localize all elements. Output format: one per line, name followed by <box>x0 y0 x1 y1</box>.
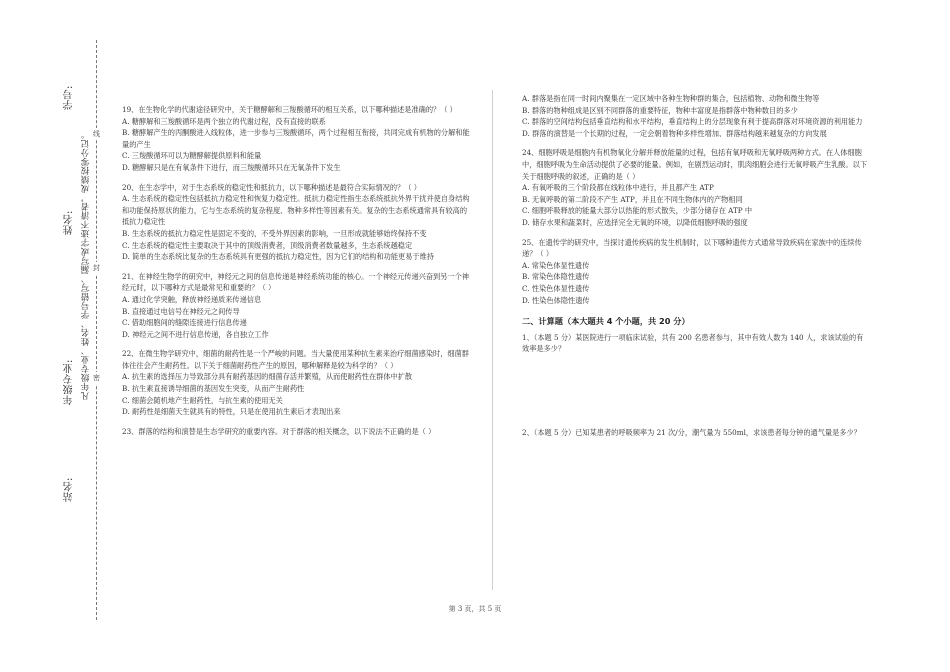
page-footer: 第 3 页，共 5 页 <box>448 605 502 613</box>
option-b: B. 糖酵解产生的丙酮酸进入线粒体，进一步参与三羧酸循环，两个过程相互衔接，共同完成有机物的分解和能量的产生 <box>122 128 470 149</box>
option-d: D. 简单的生态系统比复杂的生态系统具有更强的抵抗力稳定性，因为它们的结构和功能更易于维持 <box>122 252 434 262</box>
student-id-label: 学号: <box>64 85 75 110</box>
option-c: C. 细胞呼吸释放的能量大部分以热能的形式散失，少部分储存在 ATP 中 <box>522 206 753 216</box>
option-c: C. 细菌会随机地产生耐药性，与抗生素的使用无关 <box>122 395 283 405</box>
binding-notice: 凡年级专业、姓名、学号错写、漏写或字迹不清者，成绩按零分记。 <box>81 130 91 400</box>
option-b: B. 生态系统的抵抗力稳定性是固定不变的，不受外界因素的影响，一旦形成就能够始终保持不变 <box>122 228 427 238</box>
right-column <box>522 93 867 446</box>
calc-question-2: 2、（本题 5 分）已知某患者的呼吸频率为 21 次/分，潮气量为 550ml，求该患者每分钟的通气量是多少？ <box>522 427 861 437</box>
question-stem: 19、在生物化学的代谢途径研究中，关于糖酵解和三羧酸循环的相互关系，以下哪种描述是准确的？（ ） <box>122 105 457 114</box>
option-b: B. 常染色体隐性遗传 <box>522 272 590 282</box>
option-c: C. 借助细胞间的缝隙连接进行信息传递 <box>122 318 247 328</box>
question-20 <box>122 182 470 263</box>
option-a: A. 糖酵解和三羧酸循环是两个独立的代谢过程，没有直接的联系 <box>122 116 326 126</box>
option-b: B. 抗生素直接诱导细菌的基因发生突变，从而产生耐药性 <box>122 384 305 394</box>
grade-major-label: 年级专业: <box>64 359 75 405</box>
seal-mark-secret: 密 <box>93 374 100 382</box>
binding-dashed-line <box>96 40 97 620</box>
calc-question-1: 1、（本题 5 分）某医院进行一项临床试验，共有 200 名患者参与，其中有效人数为 140 人，求该试验的有效率是多少？ <box>522 332 864 354</box>
option-a: A. 通过化学突触，释放神经递质来传递信息 <box>122 294 262 304</box>
option-d: D. 糖酵解只是在有氧条件下进行，而三羧酸循环只在无氧条件下发生 <box>122 162 341 172</box>
question-25 <box>522 237 867 307</box>
option-d: D. 群落的演替是一个长期的过程，一定会朝着物种多样性增加、群落结构越来越复杂的方向发展 <box>522 128 827 138</box>
question-23 <box>122 426 470 438</box>
question-24 <box>522 147 867 228</box>
option-a: A. 群落是指在同一时间内聚集在一定区域中各种生物种群的集合，包括植物、动物和微生物等 <box>522 94 820 103</box>
left-column <box>122 104 470 445</box>
question-19 <box>122 104 470 174</box>
question-stem: 20、在生态学中，对于生态系统的稳定性和抵抗力，以下哪种描述是最符合实际情况的？（ ） <box>122 182 421 192</box>
question-stem: 24、细胞呼吸是细胞内有机物氧化分解并释放能量的过程，包括有氧呼吸和无氧呼吸两种方式。在人体细胞中，细胞呼吸为生命活动提供了必要的能量。例如，在剧烈运动时，肌肉细胞会进行无氧呼吸产生乳酸。以下关于细胞呼吸的叙述，正确的是（ ） <box>522 148 868 181</box>
question-stem: 22、在微生物学研究中，细菌的耐药性是一个严峻的问题。当大量使用某种抗生素来治疗细菌感染时，细菌群体往往会产生耐药性。以下关于细菌耐药性产生的原因，哪种解释是较为科学的？（ ） <box>122 349 469 370</box>
question-stem: 21、在神经生物学的研究中，神经元之间的信息传递是神经系统功能的核心。一个神经元传递兴奋到另一个神经元时，以下哪种方式是最常见和重要的？（ ） <box>122 271 469 293</box>
option-b: B. 直接通过电信号在神经元之间传导 <box>122 306 240 316</box>
option-a: A. 抗生素的选择压力导致部分具有耐药基因的细菌存活并繁殖，从而使耐药性在群体中扩散 <box>122 372 413 382</box>
option-c: C. 生态系统的稳定性主要取决于其中的顶级消费者，顶级消费者数量越多，生态系统越稳定 <box>122 240 413 250</box>
name-label: 姓名: <box>64 210 75 235</box>
question-stem: 23、群落的结构和演替是生态学研究的重要内容。对于群落的相关概念，以下说法不正确的是（ ） <box>122 426 436 436</box>
option-c: C. 群落的空间结构包括垂直结构和水平结构，垂直结构上的分层现象有利于提高群落对环境资源的利用能力 <box>522 117 863 127</box>
seal-mark-seal: 封 <box>93 264 100 272</box>
option-b: B. 无氧呼吸的第二阶段不产生 ATP，并且在不同生物体内的产物相同 <box>522 194 743 204</box>
option-c: C. 三羧酸循环可以为糖酵解提供原料和能量 <box>122 151 262 161</box>
section-title-calculation: 二、计算题（本大题共 4 个小题，共 20 分） <box>522 316 690 327</box>
option-c: C. 性染色体显性遗传 <box>522 283 590 293</box>
option-a: A. 常染色体显性遗传 <box>522 260 590 270</box>
question-23-options <box>522 93 867 139</box>
option-b: B. 群落的物种组成是区别不同群落的重要特征，物种丰富度是指群落中物种数目的多少 <box>522 105 798 115</box>
option-d: D. 性染色体隐性遗传 <box>522 295 590 305</box>
school-label: 站名: <box>64 477 75 502</box>
option-a: A. 有氧呼吸的三个阶段都在线粒体中进行，并且都产生 ATP <box>522 183 714 193</box>
question-22 <box>122 348 470 418</box>
option-d: D. 神经元之间不进行信息传递，各自独立工作 <box>122 329 269 339</box>
seal-mark-line: 线 <box>93 130 100 138</box>
question-stem: 25、在遗传学的研究中，当探讨遗传疾病的发生机制时，以下哪种遗传方式通常导致疾病在家族中的连续传递？（ ） <box>522 237 862 259</box>
question-21 <box>122 271 470 341</box>
option-d: D. 耐药性是细菌天生就具有的特性，只是在使用抗生素后才表现出来 <box>122 407 341 417</box>
answer-space <box>522 363 867 427</box>
column-divider <box>492 90 493 590</box>
option-d: D. 储存水果和蔬菜时，应选择完全无氧的环境，以降低细胞呼吸的强度 <box>522 217 748 227</box>
option-a: A. 生态系统的稳定性包括抵抗力稳定性和恢复力稳定性。抵抗力稳定性指生态系统抵抗外界干扰并使自身结构和功能保持原状的能力，它与生态系统的复杂程度、物种多样性等因素有关。复杂的生态系统通常具有较高的抵抗力稳定性 <box>122 194 470 227</box>
